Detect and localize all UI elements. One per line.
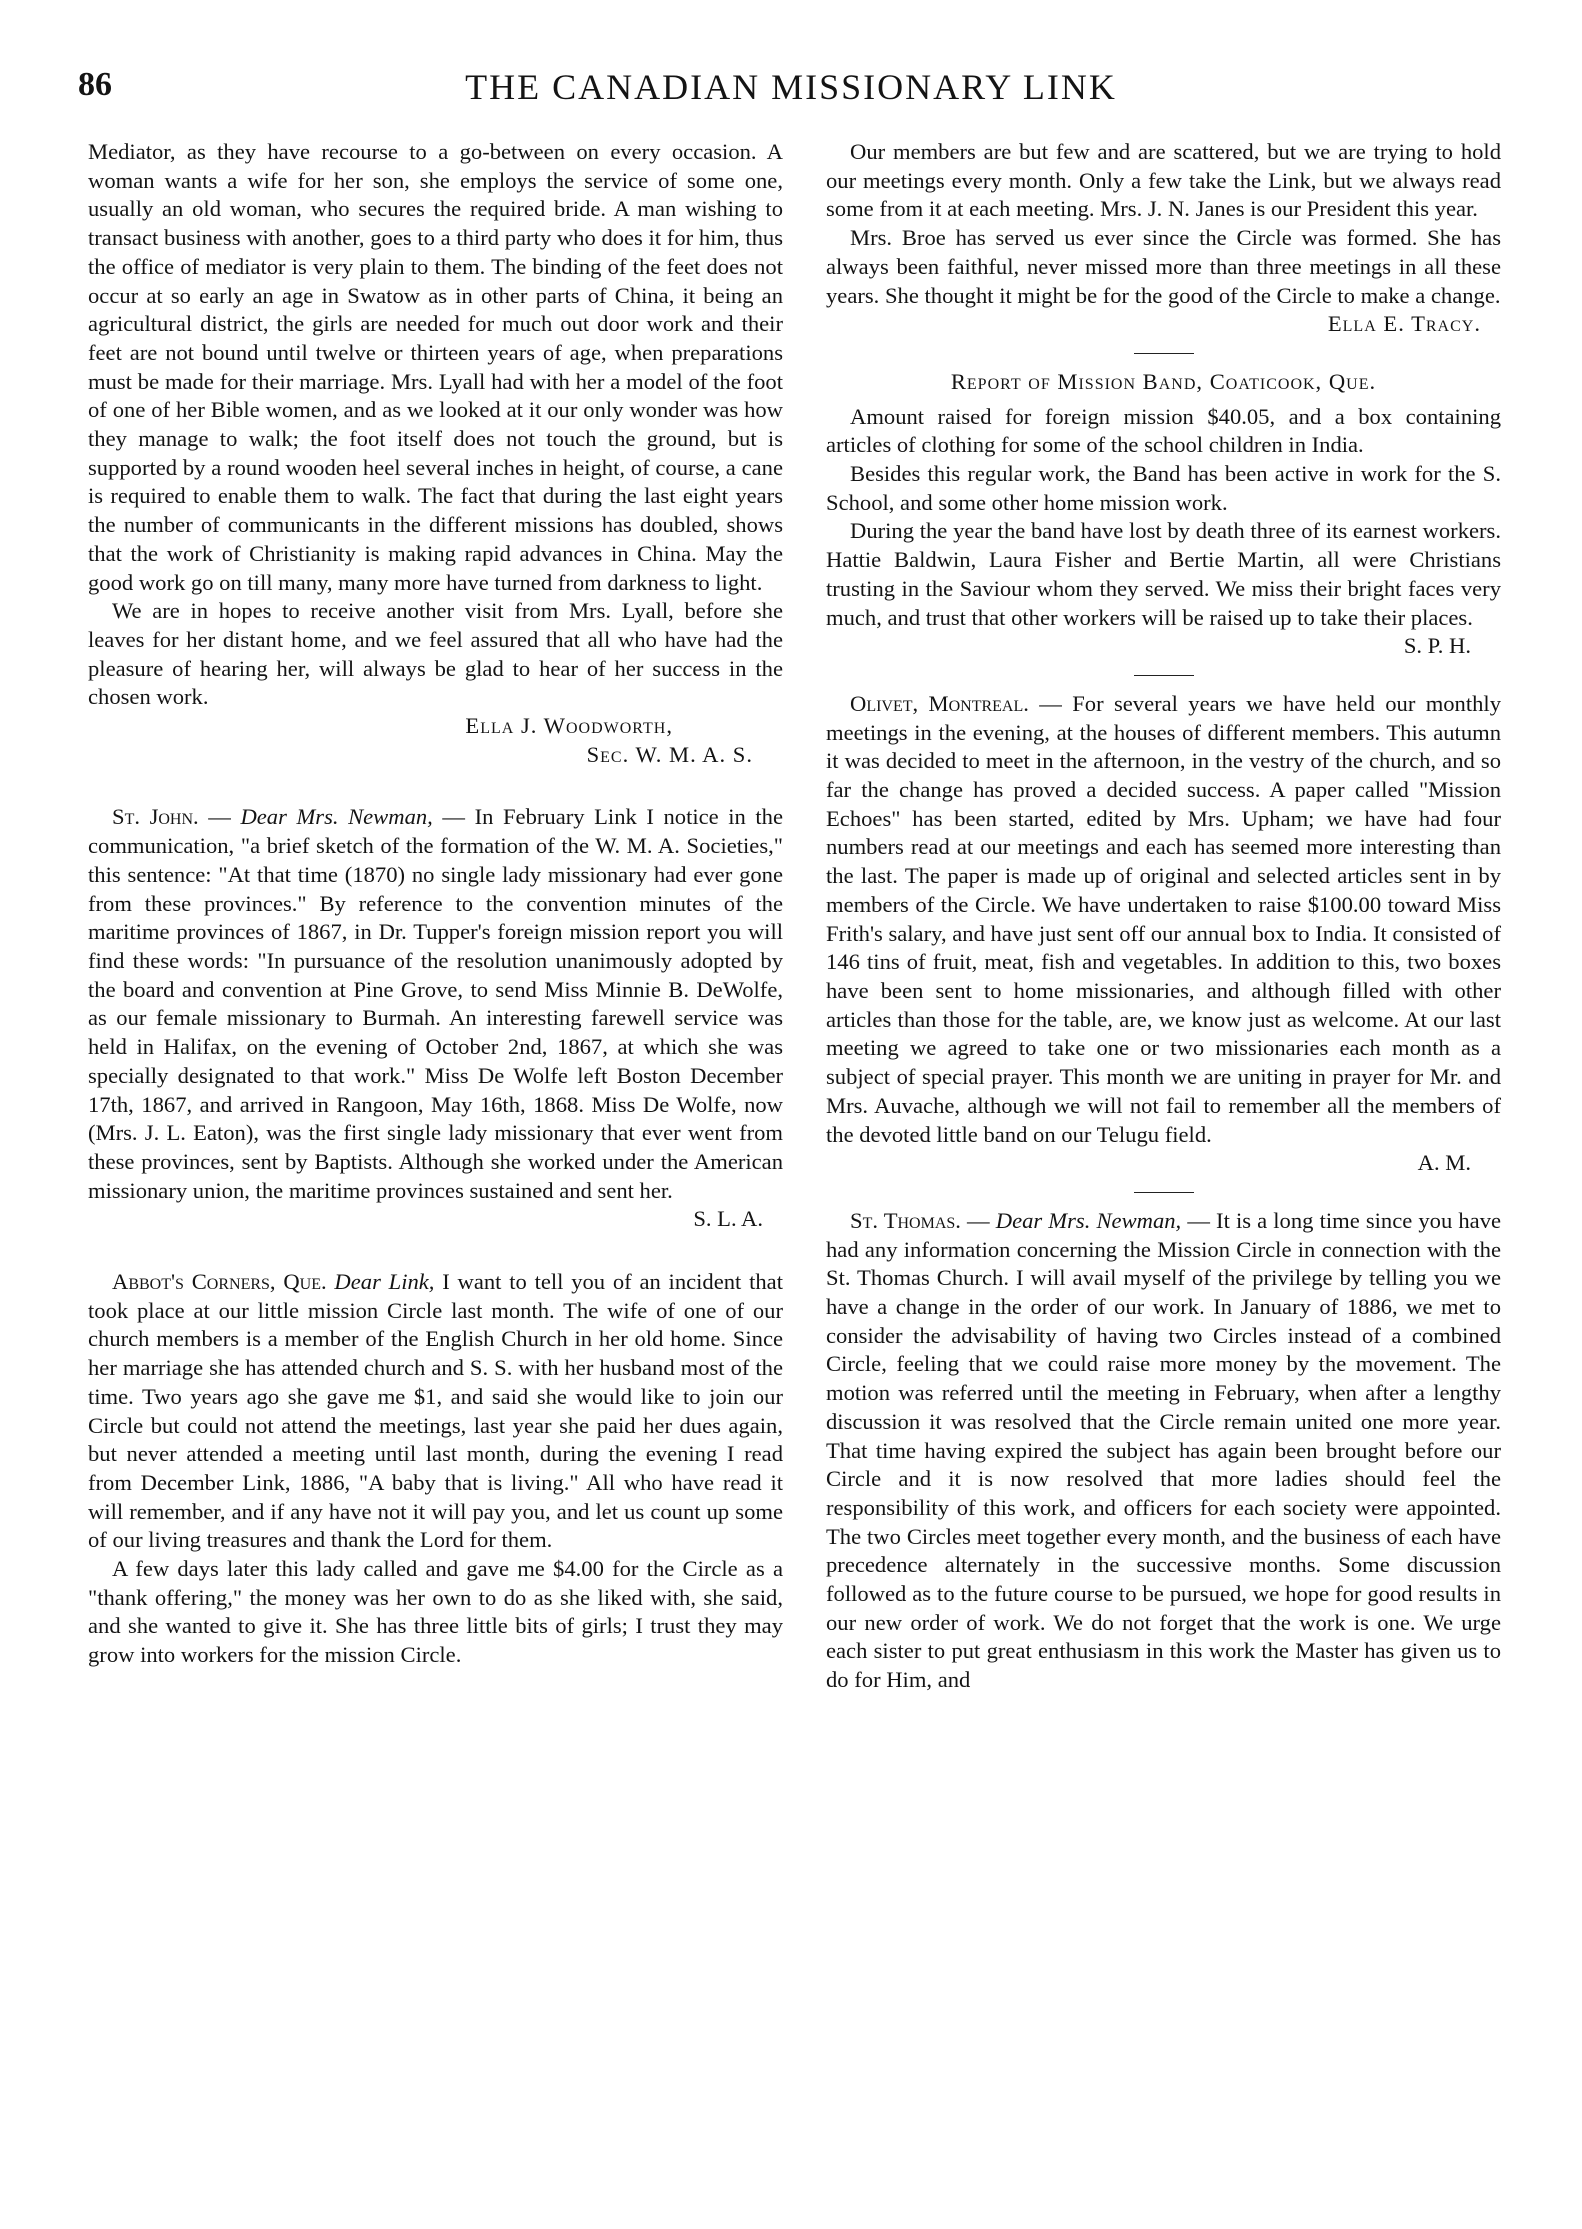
section-divider [1134, 675, 1194, 676]
letter-body: I want to tell you of an incident that took place at our little mission Circle last month. The wife of one of our church members is a member of the English Church in her old home. Since her marriage she has attended church and S. S. with her husband most of the time. Two years ago she gave me $1, and said she would like to join our Circle but could not attend the meetings, last year she paid her dues again, but never attended a meeting until last month, during the evening I read from December Link, 1886, "A baby that is living." All who have read it will remember, and if any have not it will pay you, and let us count up some of our living treasures and thank the Lord for them. [88, 1269, 783, 1553]
signature-initials: S. P. H. [1403, 633, 1471, 659]
paragraph: Mrs. Broe has served us ever since the Circle was formed. She has always been faithful, never missed more than three meetings in all these years. She thought it might be for the good of the Circle to make a change. [826, 225, 1501, 308]
page-header [0, 66, 1582, 116]
letter-olivet: Olivet, Montreal. — For several years we have held our monthly meetings in the evening, at the houses of different members. This autumn it was decided to meet in the afternoon, in the vestry of the church, and so far the change has proved a decided success. A paper called "Mission Echoes" has been started, edited by Mrs. Upham; we have had four numbers read at our meetings and each has seemed more interesting than the last. The paper is made up of original and selected articles sent in by members of the Circle. We have undertaken to raise $100.00 toward Miss Frith's salary, and have just sent off our annual box to India. It consisted of 146 tins of fruit, meat, fish and vegetables. In addition to this, two boxes have been sent to home missionaries, and although filled with other articles than those for the table, are, we know just as welcome. At our last meeting we agreed to take one or two missionaries each month as a subject of special prayer. This month we are uniting in prayer for Mr. and Mrs. Auvache, although we will not fail to remember all the members of the devoted little band on our Telugu field. [826, 690, 1502, 1147]
left-column [88, 138, 783, 1670]
letter-salutation: Dear Mrs. Newman, [995, 1207, 1182, 1233]
paragraph: Amount raised for foreign mission $40.05, and a box containing articles of clothing for some of the school children in India. [826, 403, 1501, 458]
letter-place: St. John. [112, 804, 199, 830]
letter-st-thomas: St. Thomas. — Dear Mrs. Newman, — It is a long time since you have had any information concerning the Mission Circle in connection with the St. Thomas Church. I will avail myself of the privilege by telling you we have a change in the order of our work. In January of 1886, we met to consider the advisability of having two Circles instead of a combined Circle, feeling that we could raise more money by the movement. The motion was referred until the meeting in February, when after a lengthy discussion it was resolved that the Circle remain united one more year. That time having expired the subject has again been brought before our Circle and it is now resolved that more ladies should feel the responsibility of this work, and officers for each society were appointed. The two Circles meet together every month, and the business of each have precedence alternately in the successive months. Some discussion followed as to the future course to be pursued, we hope for good results in our new order of work. We do not forget that the work is one. We urge each sister to put great enthusiasm in this work the Master has given us to do for Him, and [826, 1207, 1502, 1693]
section-divider [1134, 1192, 1194, 1193]
paragraph: Our members are but few and are scattered, but we are trying to hold our meetings every month. Only a few take the Link, but we always read some from it at each meeting. Mrs. J. N. Janes is our President this year. [826, 139, 1501, 222]
paragraph: Besides this regular work, the Band has been active in work for the S. School, and some other home mission work. [826, 461, 1501, 515]
page-number: 86 [78, 66, 112, 103]
section-gap [88, 769, 783, 803]
signature-name: Ella J. Woodworth, [465, 713, 673, 739]
signature-title: Sec. W. M. A. S. [586, 741, 753, 767]
letter-place: Olivet, Montreal. [850, 690, 1029, 716]
letter-body: In February Link I notice in the communication, "a brief sketch of the formation of the W. M. A. Societies," this sentence: "At that time (1870) no single lady missionary had ever gone from these provinces." By reference to the convention minutes of the maritime provinces of 1867, in Dr. Tupper's foreign mission report you will find these words: "In pursuance of the resolution unanimously adopted by the board and convention at Pine Grove, to send Miss Minnie B. DeWolfe, as our female missionary to Burmah. An interesting farewell service was held in Halifax, on the evening of October 2nd, 1867, at which she was specially designated to that work." Miss De Wolfe left Boston December 17th, 1867, and arrived in Rangoon, May 16th, 1868. Miss De Wolfe, now (Mrs. J. L. Eaton), was the first single lady missionary that ever went from these provinces, sent by Baptists. Although she worked under the American missionary union, the maritime provinces sustained and sent her. [88, 804, 784, 1203]
paragraph: We are in hopes to receive another visit from Mrs. Lyall, before she leaves for her distant home, and we feel assured that all who have had the pleasure of hearing her, will always be glad to hear of her success in the chosen work. [88, 598, 783, 710]
letter-salutation: Dear Mrs. Newman, [240, 804, 433, 830]
paragraph: During the year the band have lost by death three of its earnest workers. Hattie Baldwin, Laura Fisher and Bertie Martin, all were Christians trusting in the Saviour whom they served. We miss their bright faces very much, and trust that other workers will be raised up to take their places. [826, 518, 1501, 630]
running-title: THE CANADIAN MISSIONARY LINK [465, 67, 1117, 107]
signature-initials: A. M. [1417, 1150, 1471, 1176]
paragraph: A few days later this lady called and gave me $4.00 for the Circle as a "thank offering," the money was her own to do as she liked with, she said, and she wanted to give it. She has three little bits of girls; I trust they may grow into workers for the mission Circle. [88, 1556, 783, 1668]
signature-initials: S. L. A. [693, 1206, 763, 1232]
section-divider [1134, 353, 1194, 354]
section-heading: Report of Mission Band, Coaticook, Que. [950, 368, 1377, 394]
letter-body: It is a long time since you have had any information concerning the Mission Circle in connection with the St. Thomas Church. I will avail myself of the privilege by telling you we have a change in the order of our work. In January of 1886, we met to consider the advisability of having two Circles instead of a combined Circle, feeling that we could raise more money by the movement. The motion was referred until the meeting in February, when after a lengthy discussion it was resolved that the Circle remain united one more year. That time having expired the subject has again been brought before our Circle and it is now resolved that more ladies should feel the responsibility of this work, and officers for each society were appointed. The two Circles meet together every month, and the business of each have precedence alternately in the successive months. Some discussion followed as to the future course to be pursued, we hope for good results in our new order of work. We do not forget that the work is one. We urge each sister to put great enthusiasm in this work the Master has given us to do for Him, and [826, 1207, 1502, 1693]
letter-place: Abbot's Corners, Que. [112, 1269, 327, 1295]
letter-place: St. Thomas. [850, 1207, 961, 1233]
letter-salutation: Dear Link, [334, 1269, 435, 1295]
letter-st-john: St. John. — Dear Mrs. Newman, — In February Link I notice in the communication, "a brief sketch of the formation of the W. M. A. Societies," this sentence: "At that time (1870) no single lady missionary had ever gone from these provinces." By reference to the convention minutes of the maritime provinces of 1867, in Dr. Tupper's foreign mission report you will find these words: "In pursuance of the resolution unanimously adopted by the board and convention at Pine Grove, to send Miss Minnie B. DeWolfe, as our female missionary to Burmah. An interesting farewell service was held in Halifax, on the evening of October 2nd, 1867, at which she was specially designated to that work." Miss De Wolfe left Boston December 17th, 1867, and arrived in Rangoon, May 16th, 1868. Miss De Wolfe, now (Mrs. J. L. Eaton), was the first single lady missionary that ever went from these provinces, sent by Baptists. Although she worked under the American missionary union, the maritime provinces sustained and sent her. [88, 804, 784, 1203]
paragraph: Mediator, as they have recourse to a go-between on every occasion. A woman wants a wife for her son, she employs the service of some one, usually an old woman, who secures the required bride. A man wishing to transact business with another, goes to a third party who does it for him, thus the office of mediator is very plain to them. The binding of the feet does not occur at so early an age in Swatow as in other parts of China, it being an agricultural district, the girls are needed for much out door work and their feet are not bound until twelve or thirteen years of age, when preparations must be made for their marriage. Mrs. Lyall had with her a model of the foot of one of her Bible women, and as we looked at it our only wonder was how they manage to walk; the foot itself does not touch the ground, but is supported by a round wooden heel several inches in height, of course, a cane is required to enable them to walk. The fact that during the last eight years the number of communicants in the different missions has doubled, shows that the work of Christianity is making rapid advances in China. May the good work go on till many, many more have turned from darkness to light. [88, 139, 783, 595]
letter-body: For several years we have held our monthly meetings in the evening, at the houses of different members. This autumn it was decided to meet in the afternoon, in the vestry of the church, and so far the change has proved a decided success. A paper called "Mission Echoes" has been started, edited by Mrs. Upham; we have had four numbers read at our meetings and each has seemed more interesting than the last. The paper is made up of original and selected articles sent in by members of the Circle. We have undertaken to raise $100.00 toward Miss Frith's salary, and have just sent off our annual box to India. It consisted of 146 tins of fruit, meat, fish and vegetables. In addition to this, two boxes have been sent to home missionaries, and although filled with other articles than those for the table, are, we know just as welcome. At our last meeting we agreed to take one or two missionaries each month as a subject of special prayer. This month we are uniting in prayer for Mr. and Mrs. Auvache, although we will not fail to remember all the members of the devoted little band on our Telugu field. [826, 690, 1502, 1147]
letter-abbots-corners [88, 1268, 783, 1555]
signature-name: Ella E. Tracy. [1327, 311, 1481, 337]
section-gap [88, 1234, 783, 1268]
right-column [826, 138, 1501, 1695]
